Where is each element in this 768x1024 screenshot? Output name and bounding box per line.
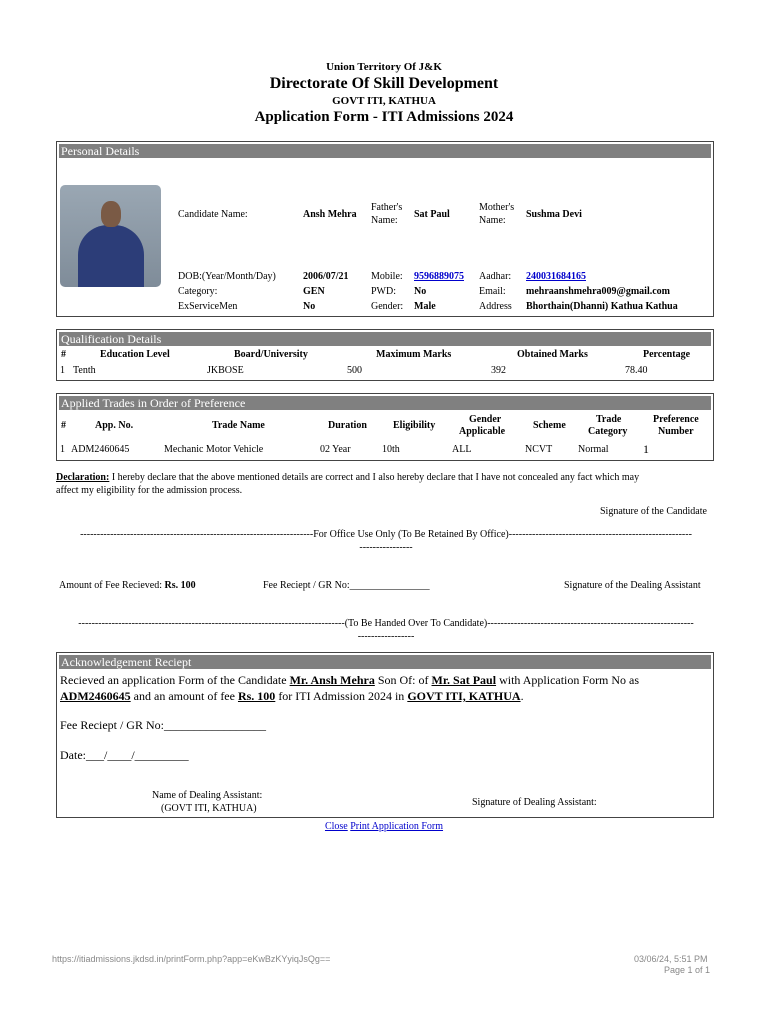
category-value: GEN <box>303 286 325 297</box>
page-title: Application Form - ITI Admissions 2024 <box>254 109 514 125</box>
father-name-label-2: Name: <box>371 215 398 226</box>
qual-header-percentage: Percentage <box>643 349 691 360</box>
email-label: Email: <box>479 286 506 297</box>
trade-row-gender: ALL <box>452 444 472 455</box>
ack-iti: GOVT ITI, KATHUA <box>407 689 521 703</box>
ack-candidate-name: Mr. Ansh Mehra <box>289 673 375 687</box>
photo-body-shape <box>78 225 144 287</box>
ack-receipt-gr-field: Fee Reciept / GR No:_________________ <box>60 718 266 732</box>
ack-fee: Rs. 100 <box>237 689 276 703</box>
mother-name-label-2: Name: <box>479 215 506 226</box>
close-link[interactable]: Close <box>324 821 348 832</box>
applied-trades-section <box>56 393 714 461</box>
acknowledgement-section <box>56 652 714 818</box>
mobile-label: Mobile: <box>371 271 403 282</box>
ack-dealing-name-label: Name of Dealing Assistant: <box>152 790 263 801</box>
acknowledgement-title: Acknowledgement Reciept <box>59 655 711 669</box>
candidate-signature-label: Signature of the Candidate <box>600 506 707 517</box>
qual-row-board: JKBOSE <box>207 365 244 376</box>
footer-url: https://itiadmissions.jkdsd.in/printForm.php?app=eKwBzKYyiqJsQg== <box>52 954 331 964</box>
office-use-divider: ----------------------------------------------------------------------For Office Use Only (To Be Retained By Office)------------------------------------------------------- <box>80 529 692 540</box>
candidate-name-value: Ansh Mehra <box>303 209 357 220</box>
qual-row-max: 500 <box>347 365 362 376</box>
candidate-name-label: Candidate Name: <box>178 209 248 220</box>
trade-header-name: Trade Name <box>212 420 265 431</box>
declaration-text-1: I hereby declare that the above mentioned details are correct and I also hereby declare that I have not concealed any fact which may <box>109 472 640 483</box>
ack-text-5: for ITI Admission 2024 in <box>275 689 408 703</box>
qual-header-board: Board/University <box>234 349 308 360</box>
trade-row-category: Normal <box>578 444 609 455</box>
father-name-label-1: Father's <box>371 202 403 213</box>
trade-header-category-2: Category <box>588 426 628 437</box>
ack-date-field: Date:___/____/_________ <box>60 748 189 762</box>
qual-header-num: # <box>61 349 66 360</box>
fee-receipt-gr-field: Fee Reciept / GR No:________________ <box>263 580 430 591</box>
ack-text-2: Son Of: of <box>374 673 432 687</box>
ack-line-2 <box>60 689 524 704</box>
qual-row-level: Tenth <box>73 365 96 376</box>
mobile-link[interactable]: 9596889075 <box>414 271 464 282</box>
trade-header-gender-2: Applicable <box>459 426 506 437</box>
ack-app-no: ADM2460645 <box>60 689 131 703</box>
fee-received-label: Amount of Fee Recieved: <box>59 580 165 591</box>
pwd-label: PWD: <box>371 286 396 297</box>
qual-row-percentage: 78.40 <box>625 365 648 376</box>
category-label: Category: <box>178 286 218 297</box>
qualification-section <box>56 329 714 381</box>
qual-header-level: Education Level <box>100 349 170 360</box>
exservicemen-value: No <box>303 301 316 312</box>
trade-row-appno: ADM2460645 <box>71 444 130 455</box>
ack-text-6: . <box>520 689 524 703</box>
qual-header-max: Maximum Marks <box>376 349 452 360</box>
footer-datetime: 03/06/24, 5:51 PM <box>634 954 708 964</box>
trade-header-appno: App. No. <box>95 420 134 431</box>
print-application-form-link[interactable]: Print Application Form <box>350 821 444 832</box>
ack-dealing-signature-label: Signature of Dealing Assistant: <box>472 797 597 808</box>
father-name-value: Sat Paul <box>414 209 450 220</box>
ack-text-1: Recieved an application Form of the Candidate <box>60 673 290 687</box>
footer-page-number: Page 1 of 1 <box>664 965 711 975</box>
dob-value: 2006/07/21 <box>303 271 349 282</box>
trade-header-preference-2: Number <box>658 426 694 437</box>
personal-details-title: Personal Details <box>59 144 711 158</box>
fee-received <box>59 580 196 591</box>
ack-father-name: Mr. Sat Paul <box>431 673 497 687</box>
fee-received-value: Rs. 100 <box>164 580 196 591</box>
gender-value: Male <box>414 301 436 312</box>
address-value: Bhorthain(Dhanni) Kathua Kathua <box>526 301 678 312</box>
handover-divider-cont: ----------------- <box>357 631 415 642</box>
gender-label: Gender: <box>371 301 404 312</box>
header-institute: GOVT ITI, KATHUA <box>332 95 436 107</box>
ack-text-3: with Application Form No as <box>496 673 640 687</box>
mother-name-label-1: Mother's <box>479 202 515 213</box>
trade-header-preference-1: Preference <box>653 414 699 425</box>
ack-line-1 <box>60 673 712 688</box>
applied-trades-title: Applied Trades in Order of Preference <box>59 396 711 410</box>
trade-header-eligibility: Eligibility <box>393 420 436 431</box>
trade-row-preference: 1 <box>643 442 649 456</box>
photo-face-shape <box>101 201 121 227</box>
trade-row-eligibility: 10th <box>382 444 400 455</box>
qual-header-obtained: Obtained Marks <box>517 349 588 360</box>
aadhar-link[interactable]: 240031684165 <box>526 271 586 282</box>
qual-row-obtained: 392 <box>491 365 506 376</box>
declaration-text <box>56 471 716 497</box>
office-use-divider-cont: ---------------- <box>359 542 413 553</box>
declaration-label: Declaration: <box>56 472 110 483</box>
email-value: mehraanshmehra009@gmail.com <box>526 286 671 297</box>
trade-row-num: 1 <box>60 444 65 455</box>
trade-row-duration: 02 Year <box>320 444 351 455</box>
personal-details-section <box>56 141 714 317</box>
exservicemen-label: ExServiceMen <box>178 301 238 312</box>
trade-header-scheme: Scheme <box>533 420 566 431</box>
dealing-assistant-signature-label: Signature of the Dealing Assistant <box>564 580 701 591</box>
trade-header-category-1: Trade <box>596 414 622 425</box>
header-territory: Union Territory Of J&K <box>326 61 442 73</box>
trade-header-num: # <box>61 420 66 431</box>
handover-divider: --------------------------------------------------------------------------------(To Be Handed Over To Candidate)-------------------------------------------------------------- <box>78 618 694 629</box>
ack-text-4: and an amount of fee <box>130 689 238 703</box>
mother-name-value: Sushma Devi <box>526 209 582 220</box>
trade-row-scheme: NCVT <box>525 444 553 455</box>
qual-row-num: 1 <box>60 365 65 376</box>
candidate-photo <box>60 185 161 287</box>
aadhar-label: Aadhar: <box>479 271 512 282</box>
trade-row-name: Mechanic Motor Vehicle <box>164 444 264 455</box>
action-links <box>0 821 768 832</box>
dob-label: DOB:(Year/Month/Day) <box>178 271 276 282</box>
pwd-value: No <box>414 286 427 297</box>
ack-dealing-institute: (GOVT ITI, KATHUA) <box>161 803 257 814</box>
declaration-text-2: affect my eligibility for the admission process. <box>56 485 243 496</box>
trade-header-duration: Duration <box>328 420 367 431</box>
qualification-title: Qualification Details <box>59 332 711 346</box>
header-directorate: Directorate Of Skill Development <box>269 75 499 92</box>
trade-header-gender-1: Gender <box>469 414 502 425</box>
address-label: Address <box>479 301 512 312</box>
